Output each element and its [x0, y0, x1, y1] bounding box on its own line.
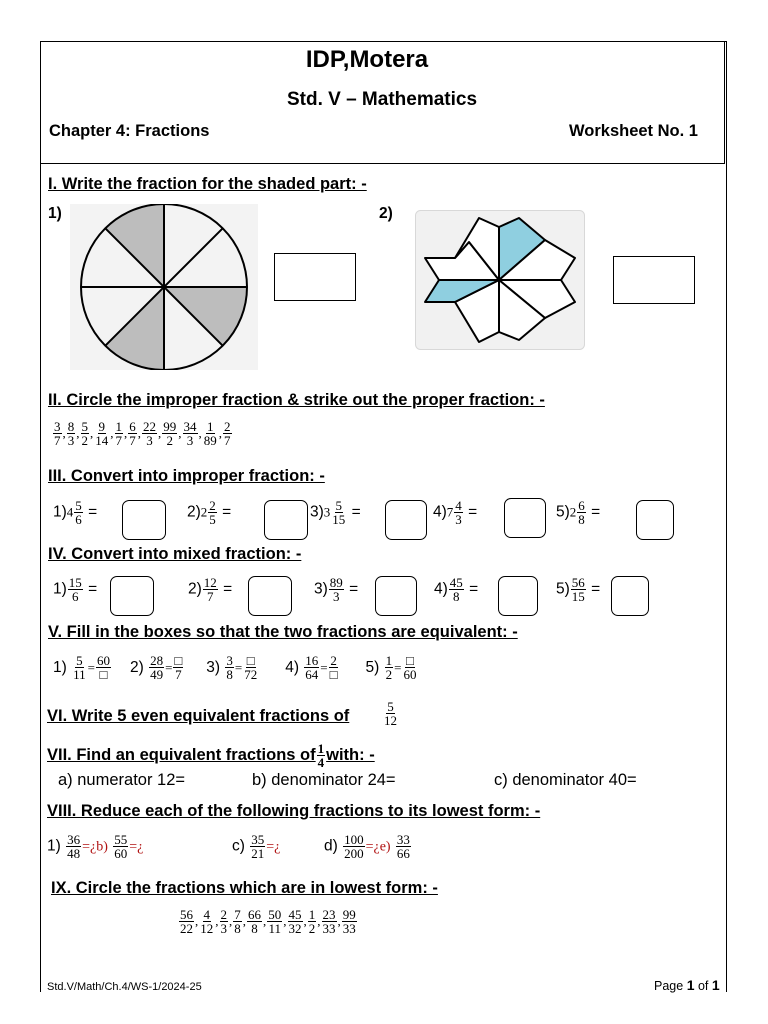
s5-item-3-right: □ 72: [244, 653, 258, 682]
s3-item-4: 4)7 $\frac{4}{3}$ =: [433, 498, 478, 527]
s4-item-4: 4) $\frac{45}{8}$ =: [434, 575, 479, 604]
s4-answer-2[interactable]: [248, 576, 292, 616]
s2-fraction-9: $\frac{34}{3}$: [183, 419, 197, 448]
s9-fraction-6: $\frac{50}{11}$: [268, 907, 282, 936]
s3-item-1: 1)4 $\frac{5}{6}$ =: [53, 498, 98, 527]
s5-item-1-left: $\frac{5}{11}$: [73, 653, 86, 682]
section-5-title: V. Fill in the boxes so that the two fractions are equivalent: -: [48, 623, 518, 641]
s9-fraction-8: $\frac{1}{2}$: [308, 907, 316, 936]
s4-answer-3[interactable]: [375, 576, 417, 616]
s5-item-2: 2) $\frac{28}{49}$ = □ 7: [129, 653, 183, 682]
school-name: IDP,Motera: [305, 46, 429, 73]
s2-fraction-4: $\frac{9}{14}$: [95, 419, 109, 448]
s9-fraction-5: $\frac{66}{8}$: [248, 907, 261, 936]
circle-diagram: [70, 204, 258, 370]
s5-item-5-left: $\frac{1}{2}$: [385, 653, 393, 682]
s2-fraction-2: $\frac{8}{3}$: [67, 419, 75, 448]
s7-denominator-24: b) denominator 24=: [252, 771, 396, 789]
s5-item-1-right: 60 □: [96, 653, 110, 682]
section-3-title: III. Convert into improper fraction: -: [48, 467, 325, 485]
s9-fraction-2: $\frac{4}{12}$: [200, 907, 214, 936]
subject-title: Std. V – Mathematics: [286, 89, 478, 110]
q2-label: 2): [379, 205, 393, 222]
s4-answer-1[interactable]: [110, 576, 154, 616]
s5-item-2-right: □ 7: [174, 653, 183, 682]
s9-fraction-9: $\frac{23}{33}$: [322, 907, 336, 936]
s5-item-2-left: $\frac{28}{49}$: [150, 653, 164, 682]
s3-item-5: 5)2 $\frac{6}{8}$ =: [556, 498, 601, 527]
s3-answer-5[interactable]: [636, 500, 674, 540]
s4-item-1: 1) $\frac{15}{6}$ =: [53, 575, 98, 604]
chapter-title: Chapter 4: Fractions: [49, 122, 210, 140]
footer-code: Std.V/Math/Ch.4/WS-1/2024-25: [47, 981, 202, 993]
s3-item-2: 2)2 $\frac{2}{5}$ =: [187, 498, 232, 527]
section-9-title: IX. Circle the fractions which are in lowest form: -: [51, 879, 438, 897]
s4-item-3: 3) $\frac{89}{3}$ =: [314, 575, 359, 604]
s8-items-b: c) $\frac{35}{21}$ =¿: [232, 832, 281, 861]
worksheet-number: Worksheet No. 1: [569, 122, 698, 140]
s2-fraction-11: $\frac{2}{7}$: [224, 419, 231, 448]
s5-item-1: 1) $\frac{5}{11}$ = 60 □: [53, 653, 110, 682]
s2-fraction-7: $\frac{22}{3}$: [143, 419, 156, 448]
s5-item-3-left: $\frac{3}{8}$: [226, 653, 233, 682]
s9-fraction-3: $\frac{2}{3}$: [220, 907, 227, 936]
page-number: Page 1 of 1: [654, 977, 720, 993]
s2-fraction-5: $\frac{1}{7}$: [115, 419, 122, 448]
s4-answer-5[interactable]: [611, 576, 649, 616]
s9-fraction-4: $\frac{7}{8}$: [234, 907, 241, 936]
s5-item-5: 5) $\frac{1}{2}$ = □ 60: [365, 653, 417, 682]
answer-box-2[interactable]: [613, 256, 695, 304]
s9-fraction-10: $\frac{99}{33}$: [342, 907, 356, 936]
s3-answer-4[interactable]: [504, 498, 546, 538]
s2-fraction-6: $\frac{6}{7}$: [129, 419, 136, 448]
s3-answer-1[interactable]: [122, 500, 166, 540]
s2-fraction-1: $\frac{3}{7}$: [54, 419, 61, 448]
section-1-title: I. Write the fraction for the shaded part: -: [48, 175, 367, 193]
section-5-items: [53, 654, 418, 681]
s3-item-3: 3)3 $\frac{5}{15}$ =: [310, 498, 361, 527]
s2-fraction-8: $\frac{99}{2}$: [163, 419, 177, 448]
s4-item-5: 5) $\frac{56}{15}$ =: [556, 575, 601, 604]
s7-denominator-40: c) denominator 40=: [494, 771, 637, 789]
s6-fraction: $\frac{5}{12}$: [384, 699, 397, 728]
s4-item-2: 2) $\frac{12}{7}$ =: [188, 575, 233, 604]
s5-item-4-left: $\frac{16}{64}$: [305, 653, 319, 682]
s2-fraction-3: $\frac{5}{2}$: [81, 419, 88, 448]
s2-fraction-10: $\frac{1}{89}$: [203, 419, 217, 448]
section-9-fractions: $\frac{56}{22}$ , $\frac{4}{12}$ , $\frac{2}{3}$ , $\frac{7}{8}$ , $\frac{66}{8}$ , $\frac{50}{11}$ , $\frac{45}{32}$ , $\frac{1}{2}$ , $\frac{23}{33}$ , $\frac{99}{33}$: [180, 907, 356, 936]
s3-answer-2[interactable]: [264, 500, 308, 540]
section-2-title: II. Circle the improper fraction & strike out the proper fraction: -: [48, 391, 545, 409]
answer-box-1[interactable]: [274, 253, 356, 301]
s5-item-4-right: 2 □: [329, 653, 338, 682]
s8-q1-tail: =¿b): [82, 839, 108, 855]
star-diagram: [415, 210, 585, 350]
s8-items-c: d) $\frac{100}{200}$ =¿e) $\frac{33}{66}$: [324, 832, 410, 861]
section-6-title: VI. Write 5 even equivalent fractions of: [47, 707, 350, 725]
section-8-title: VIII. Reduce each of the following fractions to its lowest form: -: [47, 802, 541, 820]
s8-items-a: 1) $\frac{36}{48}$ =¿b) $\frac{55}{60}$ =¿: [47, 832, 144, 861]
s9-fraction-7: $\frac{45}{32}$: [288, 907, 302, 936]
q1-label: 1): [48, 205, 62, 222]
s4-answer-4[interactable]: [498, 576, 538, 616]
s5-item-5-right: □ 60: [403, 653, 417, 682]
section-4-title: IV. Convert into mixed fraction: -: [48, 545, 302, 563]
section-2-fractions: $\frac{3}{7}$ , $\frac{8}{3}$ , $\frac{5}{2}$ , $\frac{9}{14}$ , $\frac{1}{7}$ , $\frac{6}{7}$ , $\frac{22}{3}$ , $\frac{99}{2}$ , $\frac{34}{3}$ , $\frac{1}{89}$ , $\frac{2}{7}$: [54, 419, 231, 448]
s5-item-4: 4) $\frac{16}{64}$ = 2 □: [285, 653, 338, 682]
section-7-title: VII. Find an equivalent fractions of $\frac{1}{4}$ with: -: [47, 741, 375, 770]
s9-fraction-1: $\frac{56}{22}$: [180, 907, 193, 936]
s3-answer-3[interactable]: [385, 500, 427, 540]
s7-numerator: a) numerator 12=: [58, 771, 186, 789]
s5-item-3: 3) $\frac{3}{8}$ = □ 72: [206, 653, 258, 682]
